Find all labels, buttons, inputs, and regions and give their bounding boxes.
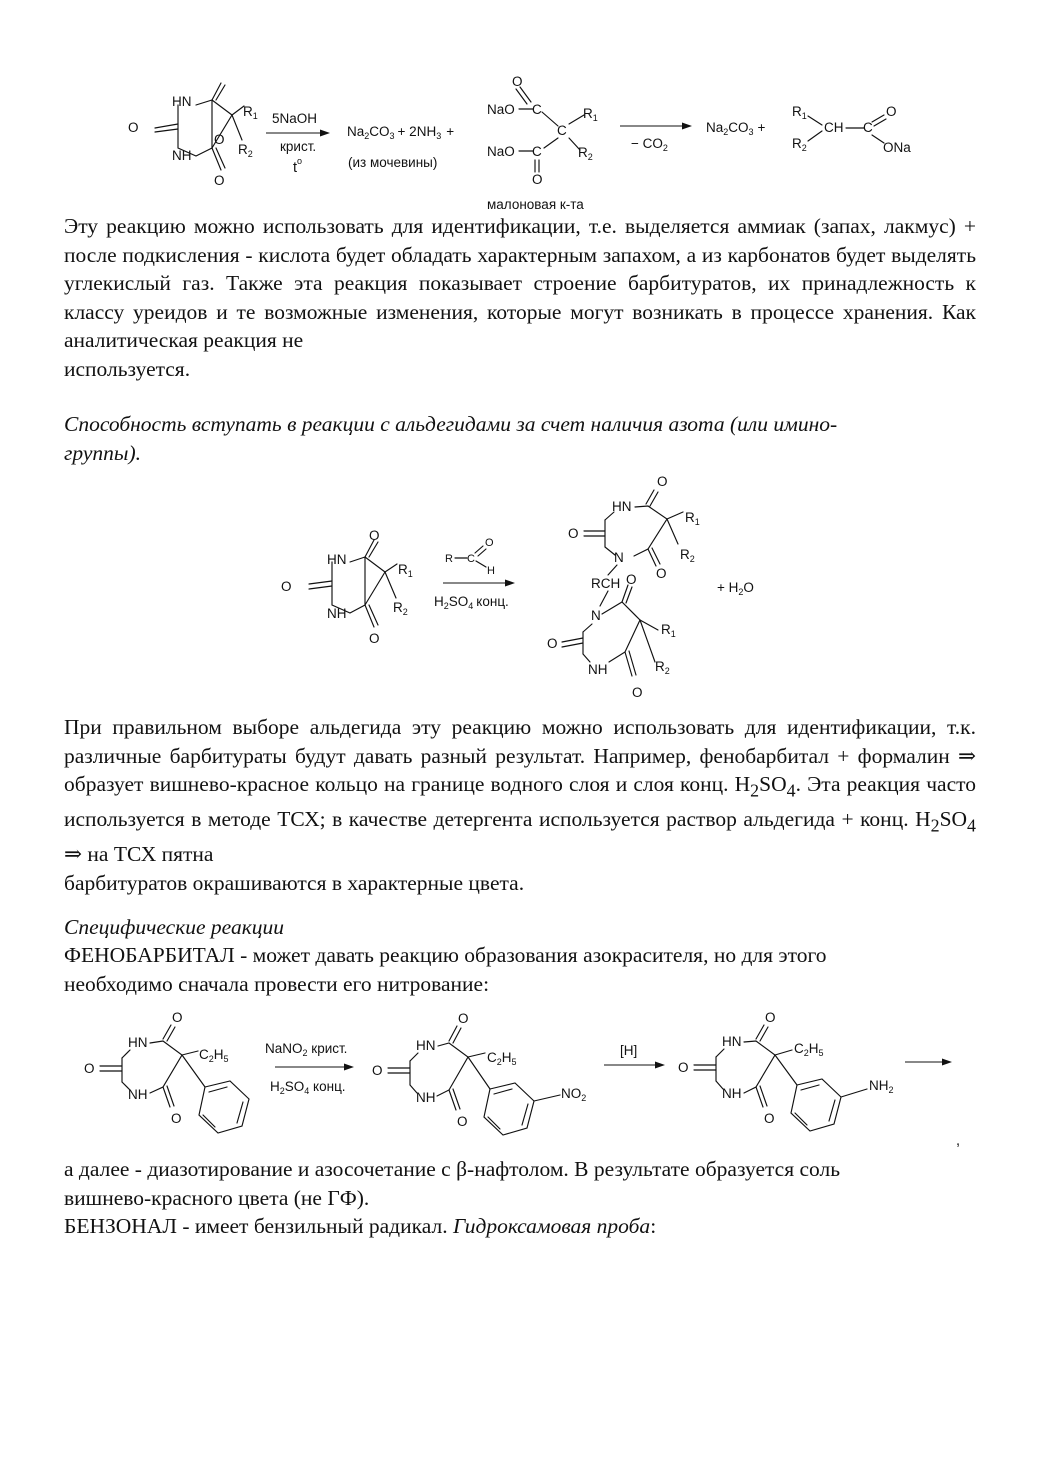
paragraph-text: При правильном выборе альдегида эту реакцию можно использовать для идентификации, т.к. различные барбитураты будут давать разный результат. Например, фенобарбитал + формалин ⇒ образует вишнево-красное кольцо на границе водного слоя и слоя конц. H — [64, 715, 976, 797]
paragraph-text: ФЕНОБАРБИТАЛ - может давать реакцию образования азокрасителя, но для этого — [64, 943, 827, 967]
o-label: O — [281, 579, 292, 594]
subscript: 2 — [930, 815, 940, 836]
subscript: 4 — [967, 815, 976, 836]
n-label: N — [614, 550, 624, 565]
o-label: O — [172, 1010, 183, 1025]
o-label: O — [632, 685, 643, 700]
plus-water: + $H_2O$ — [717, 580, 754, 597]
o-label: O — [214, 173, 225, 188]
paragraph-hydrolysis — [64, 212, 976, 384]
rch-label: RCH — [591, 576, 621, 591]
heading-specific-reactions: Специфические реакции — [64, 915, 284, 939]
product-na2co3-nh3: $Na_2CO_3 + 2NH_3$ + — [347, 124, 455, 141]
o-label: O — [457, 1114, 468, 1129]
paragraph-diazotization — [64, 1155, 976, 1212]
o-label: O — [568, 526, 579, 541]
hn-label: HN — [327, 552, 347, 567]
ethyl-label: $C_2H_5$ — [487, 1050, 517, 1067]
hn-label: HN — [722, 1034, 742, 1049]
o-label: O — [214, 132, 225, 147]
r1-label: $R_1$ — [243, 104, 258, 121]
condition-nano2: NaNO$_2$ крист. — [265, 1041, 348, 1058]
r1-label: $R_1$ — [398, 562, 413, 579]
n-label: N — [591, 608, 601, 623]
paragraph-text-tail: барбитуратов окрашиваются в характерные цвета. — [64, 870, 525, 895]
r2-label: $R_2$ — [238, 142, 253, 159]
hn-label: HN — [128, 1035, 148, 1050]
o-label: O — [656, 566, 667, 581]
r1-label: $R_1$ — [661, 622, 676, 639]
nao-label: NaO — [487, 144, 515, 159]
c-label: C — [467, 553, 475, 565]
bis-barbiturate-bottom — [547, 572, 676, 700]
reagent-temp: $t^o$ — [293, 156, 303, 176]
ch-label: CH — [824, 120, 844, 135]
amino-label: $NH_2$ — [869, 1078, 894, 1095]
o-label: O — [369, 528, 380, 543]
o-label: O — [512, 74, 523, 89]
paragraph-text: а далее - диазотирование и азосочетание с β-нафтолом. В результате образуется соль — [64, 1157, 841, 1181]
paragraph-text: Эту реакцию можно использовать для идентификации, т.е. выделяется аммиак (запах, лакмус) + после подкисления - кислота будет обладать характерным запахом, а из карбонатов будет выделять углекислый газ. Также эта реакция показывает строение барбитуратов, их принадлежность к классу уреидов и те возможные изменения, которые могут возникать в процессе хранения. Как аналитическая реакция не — [64, 214, 976, 353]
paragraph-aldehyde-heading — [64, 410, 976, 467]
barbiturate-ring-1 — [128, 83, 258, 188]
o-label: O — [171, 1111, 182, 1126]
paragraph-text-tail: используется. — [64, 356, 191, 381]
comma: , — [956, 1133, 961, 1149]
paragraph-text: : — [650, 1214, 657, 1238]
o-label: O — [764, 1111, 775, 1126]
sodium-malonate — [487, 74, 598, 212]
nh-label: NH — [327, 606, 347, 621]
o-label: O — [84, 1061, 95, 1076]
ona-label: ONa — [883, 140, 911, 155]
o-label: O — [657, 474, 668, 489]
minus-co2: − $CO_2$ — [631, 136, 668, 153]
nh-label: NH — [172, 148, 192, 163]
r2-label: $R_2$ — [393, 600, 408, 617]
paragraph-text: БЕНЗОНАЛ - имеет бензильный радикал. — [64, 1214, 453, 1238]
o-label: O — [678, 1060, 689, 1075]
condition-h2so4: $H_2SO_4$ конц. — [434, 594, 509, 611]
aldehyde-condensation-scheme — [0, 470, 1039, 710]
barbiturate-ring-2 — [281, 528, 413, 646]
paragraph-benzonal — [64, 1212, 976, 1241]
phenobarbital-nitration-scheme — [0, 1005, 1039, 1155]
ethyl-label: $C_2H_5$ — [794, 1041, 824, 1058]
o-label: O — [626, 572, 637, 587]
subscript: 2 — [750, 780, 760, 801]
reagent-naoh: 5NaOH — [272, 111, 318, 126]
c-label: C — [557, 123, 567, 138]
paragraph-text: SO — [759, 772, 787, 797]
o-label: O — [547, 636, 558, 651]
nao-label: NaO — [487, 102, 515, 117]
reduction-label: [H] — [620, 1043, 638, 1058]
o-label: O — [128, 120, 139, 135]
paragraph-text-italic: Гидроксамовая проба — [452, 1214, 651, 1238]
hn-label: HN — [612, 499, 632, 514]
r1-label: $R_1$ — [792, 104, 807, 121]
barbiturate-hydrolysis-scheme — [0, 60, 1039, 220]
sodium-carboxylate — [792, 104, 911, 155]
nh-label: NH — [588, 662, 608, 677]
o-label: O — [458, 1011, 469, 1026]
nh-label: NH — [722, 1086, 742, 1101]
o-label: O — [485, 537, 494, 549]
r1-label: $R_1$ — [685, 510, 700, 527]
c-label: C — [532, 102, 542, 117]
r2-label: $R_2$ — [680, 547, 695, 564]
subscript: 4 — [786, 780, 796, 801]
amino-phenobarbital — [678, 1010, 894, 1131]
reagent-kryst: крист. — [280, 139, 317, 154]
product-na2co3: $Na_2CO_3$ + — [706, 120, 766, 137]
paragraph-text-tail: необходимо сначала провести его нитрование: — [64, 971, 490, 996]
paragraph-text: ⇒ на ТСХ пятна — [64, 841, 214, 866]
o-label: O — [886, 104, 897, 119]
r2-label: $R_2$ — [578, 145, 593, 162]
ethyl-label: $C_2H_5$ — [199, 1047, 229, 1064]
c-label: C — [863, 120, 873, 135]
nitro-label: $NO_2$ — [561, 1086, 587, 1103]
r2-label: $R_2$ — [792, 136, 807, 153]
malonic-acid-label: малоновая к-та — [487, 197, 584, 212]
o-label: O — [765, 1010, 776, 1025]
o-label: O — [369, 631, 380, 646]
paragraph-text-tail: группы). — [64, 440, 141, 465]
o-label: O — [372, 1063, 383, 1078]
paragraph-text-tail: вишнево-красного цвета (не ГФ). — [64, 1185, 370, 1210]
paragraph-identification — [64, 713, 976, 897]
nitro-phenobarbital — [372, 1011, 586, 1135]
nh-label: NH — [128, 1087, 148, 1102]
hn-label: HN — [416, 1038, 436, 1053]
paragraph-phenobarbital — [64, 941, 976, 998]
phenobarbital — [84, 1010, 249, 1133]
o-label: O — [532, 172, 543, 187]
aldehyde-reagent — [445, 537, 495, 577]
note-from-urea: (из мочевины) — [348, 155, 438, 170]
paragraph-text: SO — [939, 807, 968, 832]
r-label: R — [445, 553, 453, 565]
h-label: H — [487, 565, 495, 577]
r1-label: $R_1$ — [583, 106, 598, 123]
paragraph-text: Способность вступать в реакции с альдегидами за счет наличия азота (или имино- — [64, 412, 838, 436]
condition-h2so4: $H_2SO_4$ конц. — [270, 1079, 346, 1096]
r2-label: $R_2$ — [655, 659, 670, 676]
c-label: C — [532, 144, 542, 159]
paragraph-text: . Эта реакция часто используется в методе ТСХ; в качестве детергента используется раствор альдегида + конц. H — [64, 772, 976, 832]
nh-label: NH — [416, 1090, 436, 1105]
hn-label: HN — [172, 94, 192, 109]
